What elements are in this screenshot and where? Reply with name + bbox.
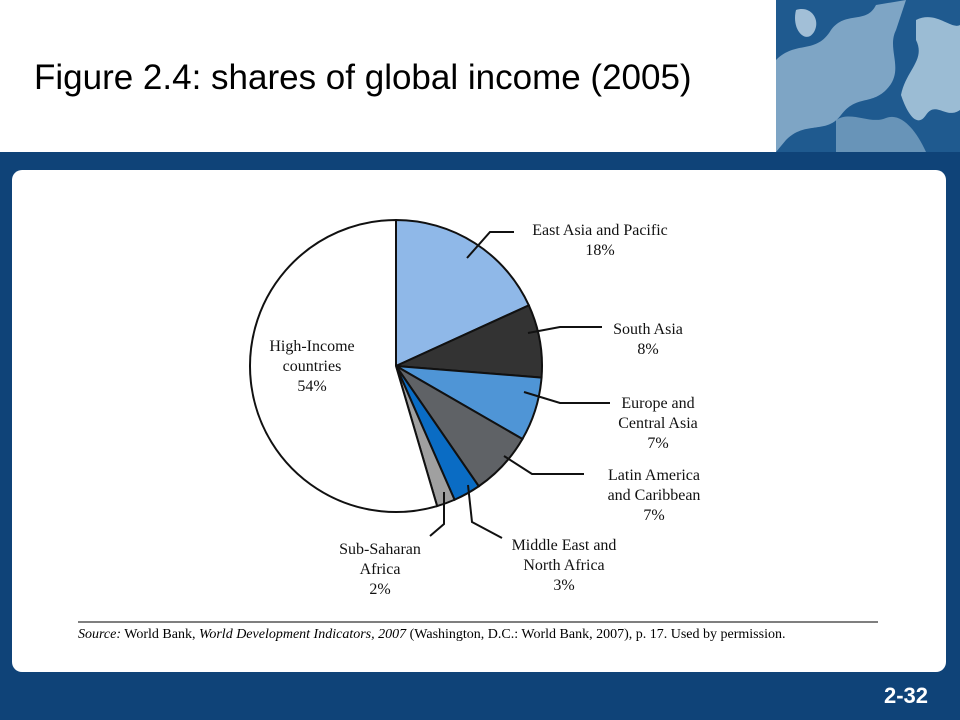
callout-line: 7%	[647, 435, 669, 452]
callout-label-europe-and-central-asia	[618, 395, 698, 452]
callout-line: Central Asia	[618, 415, 698, 432]
slide-number: 2-32	[883, 683, 929, 708]
callout-label-latin-america-and-caribbean	[608, 467, 701, 524]
callout-line: 18%	[585, 242, 615, 259]
callout-label-middle-east-and-north-africa	[512, 537, 617, 594]
callout-line: High-Income	[269, 338, 355, 355]
callout-label-south-asia	[613, 321, 683, 358]
callout-line: Europe and	[621, 395, 695, 412]
callout-line: countries	[282, 358, 342, 375]
slide-header	[0, 0, 776, 152]
slide-title: Figure 2.4: shares of global income (2005)	[34, 58, 692, 97]
callout-line: North Africa	[523, 557, 605, 574]
content-panel	[12, 170, 946, 672]
callout-label-east-asia-and-pacific	[532, 222, 668, 259]
callout-line: 54%	[297, 378, 327, 395]
pie-chart	[12, 170, 946, 672]
callout-line: and Caribbean	[607, 487, 701, 504]
callout-line: East Asia and Pacific	[532, 222, 668, 239]
globe-map-graphic	[776, 0, 960, 152]
callout-label-sub-saharan-africa	[339, 541, 421, 598]
decorative-globe-image	[776, 0, 960, 152]
callout-line: Middle East and	[511, 537, 617, 554]
callout-line: South Asia	[613, 321, 683, 338]
callout-line: 8%	[637, 341, 659, 358]
callout-line: 7%	[643, 507, 665, 524]
callout-line: Africa	[359, 561, 401, 578]
source-note: Source: World Bank, World Development Indicators, 2007 (Washington, D.C.: World Bank, 2007), p. 17. Used by permission.	[78, 627, 786, 642]
callout-line: 3%	[553, 577, 575, 594]
leader-line-middle-east-and-north-africa	[468, 485, 502, 538]
callout-line: Latin America	[608, 467, 700, 484]
callout-line: 2%	[369, 581, 391, 598]
callout-line: Sub-Saharan	[339, 541, 421, 558]
leader-line-latin-america-and-caribbean	[504, 456, 584, 474]
